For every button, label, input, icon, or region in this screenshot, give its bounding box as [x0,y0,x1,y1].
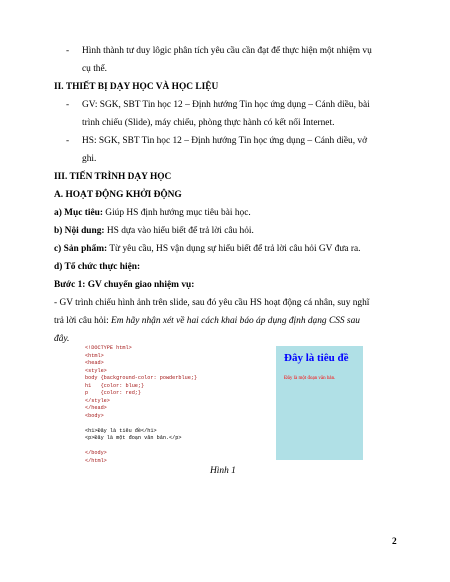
task-question-end: đây. [54,334,70,344]
teacher-materials-cont: trình chiếu (Slide), máy chiếu, phòng thực hành có kết nối Internet. [82,118,335,128]
code-line: p {color: red;} [85,390,142,396]
page-number: 2 [392,537,397,547]
goal-text: Giúp HS định hướng mục tiêu bài học. [102,208,251,218]
code-line: <!DOCTYPE html> [85,345,132,351]
code-line: <h1>Đây là tiêu đề</h1> [85,427,157,434]
code-line: <style> [85,367,107,374]
student-materials: HS: SGK, SBT Tin học 12 – Định hướng Tin học ứng dụng – Cánh diều, vở [82,136,368,146]
content-text: HS dựa vào hiểu biết để trả lời câu hỏi. [104,226,254,236]
step1-heading: Bước 1: GV chuyển giao nhiệm vụ: [54,280,195,290]
task-question: Em hãy nhận xét về hai cách khai báo áp dụng định dạng CSS sau [111,316,360,326]
student-materials-cont: ghi. [82,154,97,164]
objective-line-cont: cụ thể. [82,64,107,74]
preview-paragraph: Đây là một đoạn văn bản. [284,376,336,381]
subsection-heading-warmup: A. HOẠT ĐỘNG KHỞI ĐỘNG [54,190,182,200]
bullet-dash: - [66,46,70,56]
task-question-lead: trả lời câu hỏi: [54,316,112,326]
code-line: h1 {color: blue;} [85,382,145,389]
product-line [54,243,361,255]
html-code-listing [85,345,197,465]
figure-caption: Hình 1 [210,466,236,476]
organize-label: d) Tổ chức thực hiện: [54,262,141,272]
section-heading-process: III. TIẾN TRÌNH DẠY HỌC [54,172,172,182]
content-line [54,225,254,237]
code-line: <body> [85,412,104,419]
bullet-dash: - [66,136,70,146]
bullet-dash: - [66,100,70,110]
goal-label: a) Mục tiêu: [54,208,103,218]
product-label: c) Sản phẩm: [54,244,108,254]
task-paragraph-cont [54,315,360,327]
code-line: </body> [85,450,107,456]
code-line: </html> [85,457,107,464]
section-heading-equipment: II. THIẾT BỊ DẠY HỌC VÀ HỌC LIỆU [54,82,219,92]
objective-line: Hình thành tư duy lôgic phân tích yêu cầu cần đạt để thực hiện một nhiệm vụ [82,46,372,56]
code-line: </style> [85,397,110,404]
teacher-materials: GV: SGK, SBT Tin học 12 – Định hướng Tin học ứng dụng – Cánh diều, bài [82,100,370,110]
product-text: Từ yêu cầu, HS vận dụng sự hiểu biết để trả lời câu hỏi GV đưa ra. [107,244,361,254]
code-line: body {background-color: powderblue;} [85,375,198,381]
code-line: <p>Đây là một đoạn văn bản.</p> [85,435,182,441]
goal-line [54,207,251,219]
preview-heading: Đây là tiêu đề [284,352,349,364]
code-line: <head> [85,360,104,366]
task-paragraph: - GV trình chiếu hình ảnh trên slide, sau đó yêu cầu HS hoạt động cá nhân, suy nghĩ [54,298,370,308]
code-line: <html> [85,352,104,359]
content-label: b) Nội dung: [54,226,105,236]
code-line: </head> [85,405,107,411]
browser-preview [276,346,363,460]
